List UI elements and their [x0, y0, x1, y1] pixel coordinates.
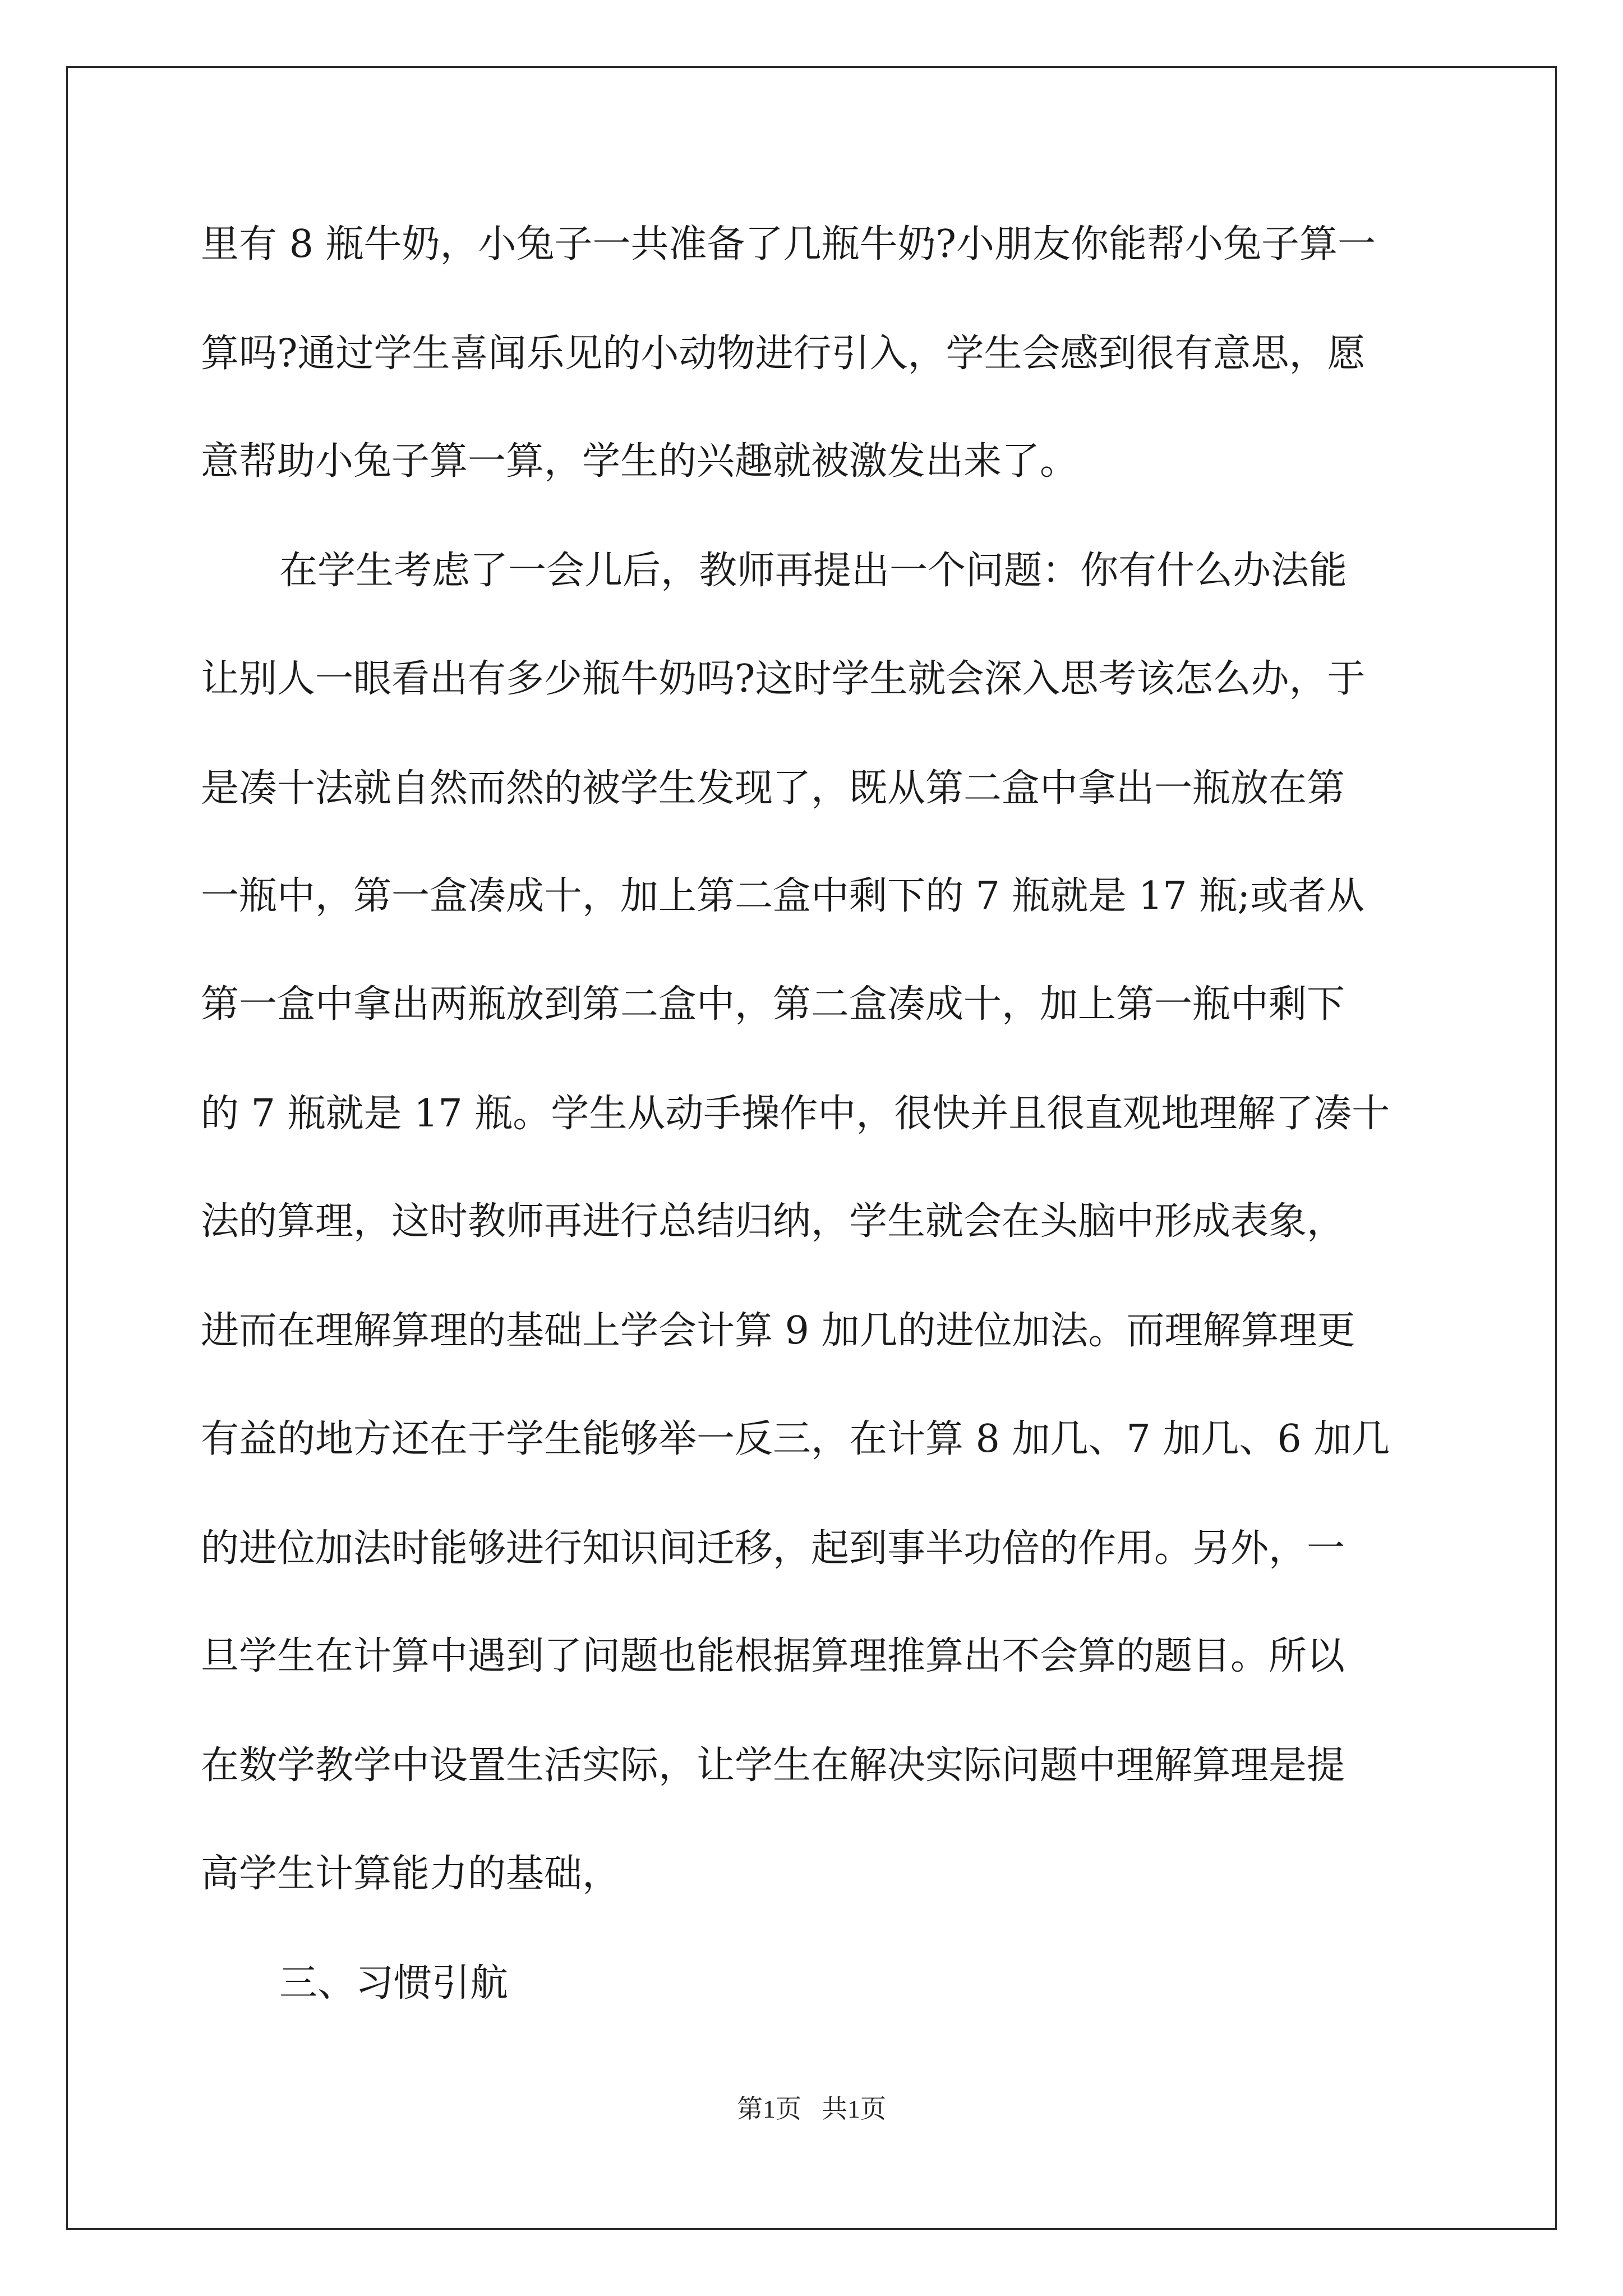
- text-line: 法的算理，这时教师再进行总结归纳，学生就会在头脑中形成表象，: [201, 1199, 1345, 1244]
- text-line: 有益的地方还在于学生能够举一反三，在计算 8 加几、7 加几、6 加几: [201, 1417, 1390, 1461]
- text-line: 是凑十法就自然而然的被学生发现了，既从第二盒中拿出一瓶放在第: [201, 766, 1345, 811]
- text-line: 在数学教学中设置生活实际，让学生在解决实际问题中理解算理是提: [201, 1743, 1345, 1788]
- page-number-total: 共1页: [822, 2095, 886, 2123]
- text-line: 的 7 瓶就是 17 瓶。学生从动手操作中，很快并且很直观地理解了凑十: [201, 1092, 1390, 1136]
- text-line: 的进位加法时能够进行知识间迁移，起到事半功倍的作用。另外，一: [201, 1526, 1345, 1571]
- text-line: 旦学生在计算中遇到了问题也能根据算理推算出不会算的题目。所以: [201, 1634, 1345, 1678]
- text-line: 进而在理解算理的基础上学会计算 9 加几的进位加法。而理解算理更: [201, 1309, 1355, 1353]
- text-line: 让别人一眼看出有多少瓶牛奶吗?这时学生就会深入思考该怎么办，于: [201, 657, 1366, 701]
- text-line: 里有 8 瓶牛奶，小兔子一共准备了几瓶牛奶?小朋友你能帮小兔子算一: [201, 222, 1376, 266]
- page-footer: [0, 2092, 1623, 2126]
- text-line: 意帮助小兔子算一算，学生的兴趣就被激发出来了。: [201, 439, 1078, 484]
- page-number-current: 第1页: [737, 2095, 801, 2123]
- text-line: 第一盒中拿出两瓶放到第二盒中，第二盒凑成十，加上第一瓶中剩下: [201, 982, 1345, 1027]
- section-heading: 三、习惯引航: [279, 1961, 509, 2005]
- paragraph-first-line: 在学生考虑了一会儿后，教师再提出一个问题：你有什么办法能: [279, 549, 1348, 593]
- page-border: [66, 66, 1557, 2230]
- text-line: 算吗?通过学生喜闻乐见的小动物进行引入，学生会感到很有意思，愿: [201, 332, 1366, 376]
- text-line: 一瓶中，第一盒凑成十，加上第二盒中剩下的 7 瓶就是 17 瓶;或者从: [201, 874, 1365, 918]
- text-line: 高学生计算能力的基础，: [201, 1852, 621, 1896]
